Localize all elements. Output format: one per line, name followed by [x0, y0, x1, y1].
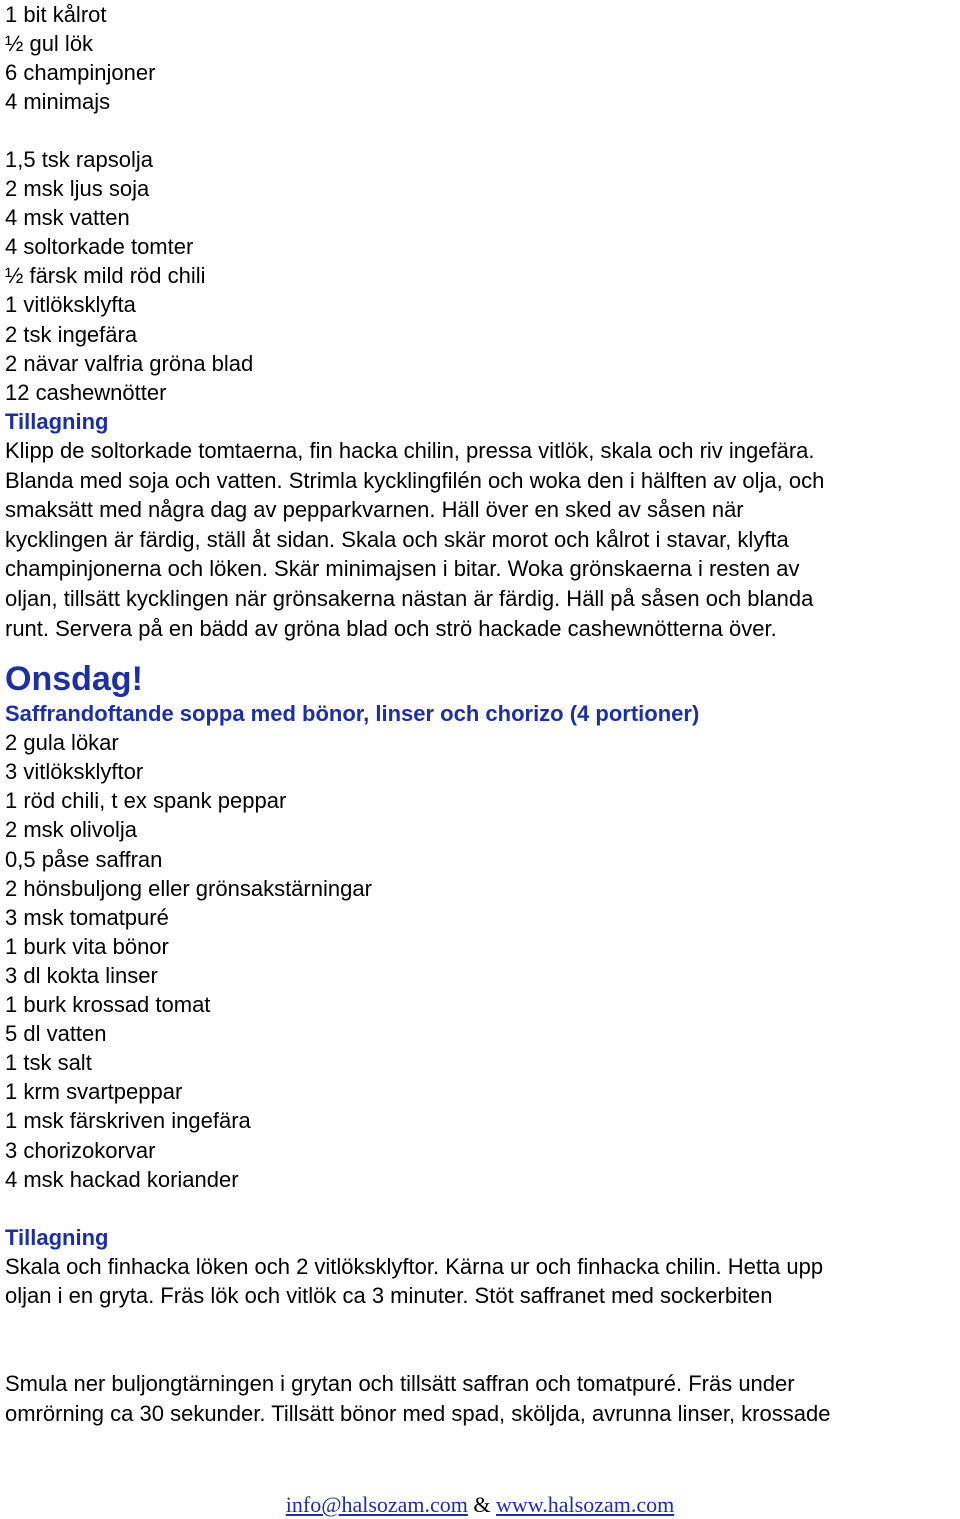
recipe-ingredient-list [5, 728, 830, 1194]
paragraph-line: smaksätt med några dag av pepparkvarnen. Häll över en sked av såsen när [5, 497, 744, 523]
paragraph-line: champinjonerna och löken. Skär minimajsen i bitar. Woka grönskaerna i resten av [5, 556, 800, 582]
list-item: 1,5 tsk rapsolja [5, 147, 153, 172]
paragraph-line: Blanda med soja och vatten. Strimla kycklingfilén och woka den i hälften av olja, och [5, 467, 825, 493]
list-item: 2 gula lökar [5, 730, 119, 756]
instructions-paragraph [5, 1369, 830, 1428]
paragraph-line: Smula ner buljongtärningen i grytan och tillsätt saffran och tomatpuré. Fräs under [5, 1370, 795, 1396]
website-link[interactable]: www.halsozam.com [496, 1492, 675, 1517]
list-item: 1 bit kålrot [5, 2, 107, 27]
list-item: ½ gul lök [5, 31, 94, 57]
list-item: 3 dl kokta linser [5, 962, 158, 988]
list-item: 0,5 påse saffran [5, 846, 163, 872]
list-item: 1 röd chili, t ex spank peppar [5, 788, 287, 814]
list-item: 5 dl vatten [5, 1021, 107, 1047]
list-item: 1 krm svartpeppar [5, 1079, 183, 1105]
intro-ingredient-list [5, 0, 155, 116]
paragraph-line: Klipp de soltorkade tomtaerna, fin hacka chilin, pressa vitlök, skala och riv ingefära. [5, 437, 815, 463]
instructions-paragraph [5, 436, 830, 643]
sauce-ingredient-list [5, 145, 830, 1428]
list-item: 3 chorizokorvar [5, 1137, 156, 1163]
list-item: 12 cashewnötter [5, 379, 167, 405]
paragraph-line: runt. Servera på en bädd av gröna blad och strö hackade cashewnötterna över. [5, 615, 777, 641]
footer-separator: & [473, 1492, 491, 1517]
section-heading: Tillagning [5, 1224, 109, 1250]
paragraph-line: Skala och finhacka löken och 2 vitlöksklyftor. Kärna ur och finhacka chilin. Hetta upp [5, 1253, 824, 1279]
list-item: 2 tsk ingefära [5, 321, 138, 347]
list-item: ½ färsk mild röd chili [5, 263, 206, 289]
list-item: 2 hönsbuljong eller grönsakstärningar [5, 875, 372, 901]
list-item: 3 msk tomatpuré [5, 904, 169, 930]
paragraph-line: kycklingen är färdig, ställ åt sidan. Skala och skär morot och kålrot i stavar, klyfta [5, 526, 789, 552]
day-heading: Onsdag! [5, 660, 143, 699]
list-item: 4 minimajs [5, 89, 111, 115]
list-item: 4 soltorkade tomter [5, 234, 194, 260]
paragraph-line: oljan i en gryta. Fräs lök och vitlök ca 3 minuter. Stöt saffranet med sockerbiten [5, 1283, 773, 1309]
list-item: 4 msk hackad koriander [5, 1166, 239, 1192]
page-footer [0, 1492, 960, 1518]
recipe-title: Saffrandoftande soppa med bönor, linser och chorizo (4 portioner) [5, 701, 700, 727]
list-item: 6 champinjoner [5, 60, 156, 86]
paragraph-line: oljan, tillsätt kycklingen när grönsakerna nästan är färdig. Häll på såsen och blanda [5, 585, 814, 611]
list-item: 2 nävar valfria gröna blad [5, 350, 254, 376]
list-item: 1 tsk salt [5, 1050, 92, 1076]
email-link[interactable]: info@halsozam.com [285, 1492, 468, 1517]
list-item: 1 vitlöksklyfta [5, 292, 136, 318]
list-item: 4 msk vatten [5, 205, 130, 231]
list-item: 1 burk vita bönor [5, 933, 169, 959]
list-item: 3 vitlöksklyftor [5, 759, 144, 785]
list-item: 2 msk olivolja [5, 817, 138, 843]
list-item: 2 msk ljus soja [5, 176, 150, 202]
list-item: 1 msk färskriven ingefära [5, 1108, 251, 1134]
instructions-paragraph [5, 1252, 830, 1311]
paragraph-line: omrörning ca 30 sekunder. Tillsätt bönor med spad, sköljda, avrunna linser, krossade [5, 1400, 831, 1426]
list-item: 1 burk krossad tomat [5, 992, 211, 1018]
section-heading: Tillagning [5, 408, 109, 434]
